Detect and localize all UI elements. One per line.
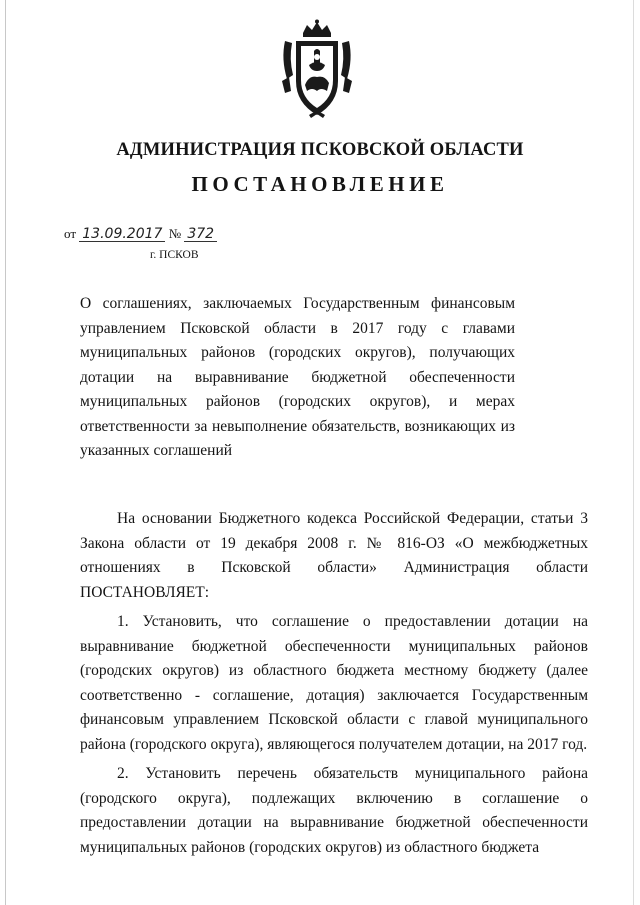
preamble-paragraph: На основании Бюджетного кодекса Российской Федерации, статьи 3 Закона области от 19 декабря 2008 г. № 816-ОЗ «О межбюджетных отношениях в Псковской области» Администрация области ПОСТАНОВЛЯЕТ: xyxy=(80,510,588,601)
clause-1-paragraph: 1. Установить, что соглашение о предоставлении дотации на выравнивание бюджетной обеспеченности муниципальных районов (городских округов) из областного бюджета местному бюджету (далее соответственно - соглашение, дотация) заключается Государственным финансовым управлением Псковской области с главой муниципального района (городского округа), являющегося получателем дотации, на 2017 год. xyxy=(80,613,588,753)
scan-edge-left xyxy=(5,0,6,905)
document-body xyxy=(80,507,588,860)
document-type-title: ПОСТАНОВЛЕНИЕ xyxy=(191,172,449,196)
coat-of-arms-emblem-icon xyxy=(279,19,355,119)
date-number-line xyxy=(64,226,217,242)
clause-2-paragraph: 2. Установить перечень обязательств муниципального района (городского округа), подлежащих включению в соглашение о предоставлении дотации на выравнивание бюджетной обеспеченности муниципальных районов (городских округов) из областного бюджета xyxy=(80,765,588,856)
organization-title: АДМИНИСТРАЦИЯ ПСКОВСКОЙ ОБЛАСТИ xyxy=(116,140,524,160)
city-label: г. ПСКОВ xyxy=(150,249,199,261)
scan-edge-right xyxy=(633,0,634,905)
document-number: 372 xyxy=(184,228,217,242)
document-subject: О соглашениях, заключаемых Государственным финансовым управлением Псковской области в 2017 году с главами муниципальных районов (городских округов), получающих дотации на выравнивание бюджетной обеспеченности муниципальных районов (городских округов), и мерах ответственности за невыполнение обязательств, возникающих из указанных соглашений xyxy=(80,295,515,459)
from-label: от xyxy=(64,226,77,241)
document-date: 13.09.2017 xyxy=(79,228,165,242)
number-label: № xyxy=(168,226,182,241)
